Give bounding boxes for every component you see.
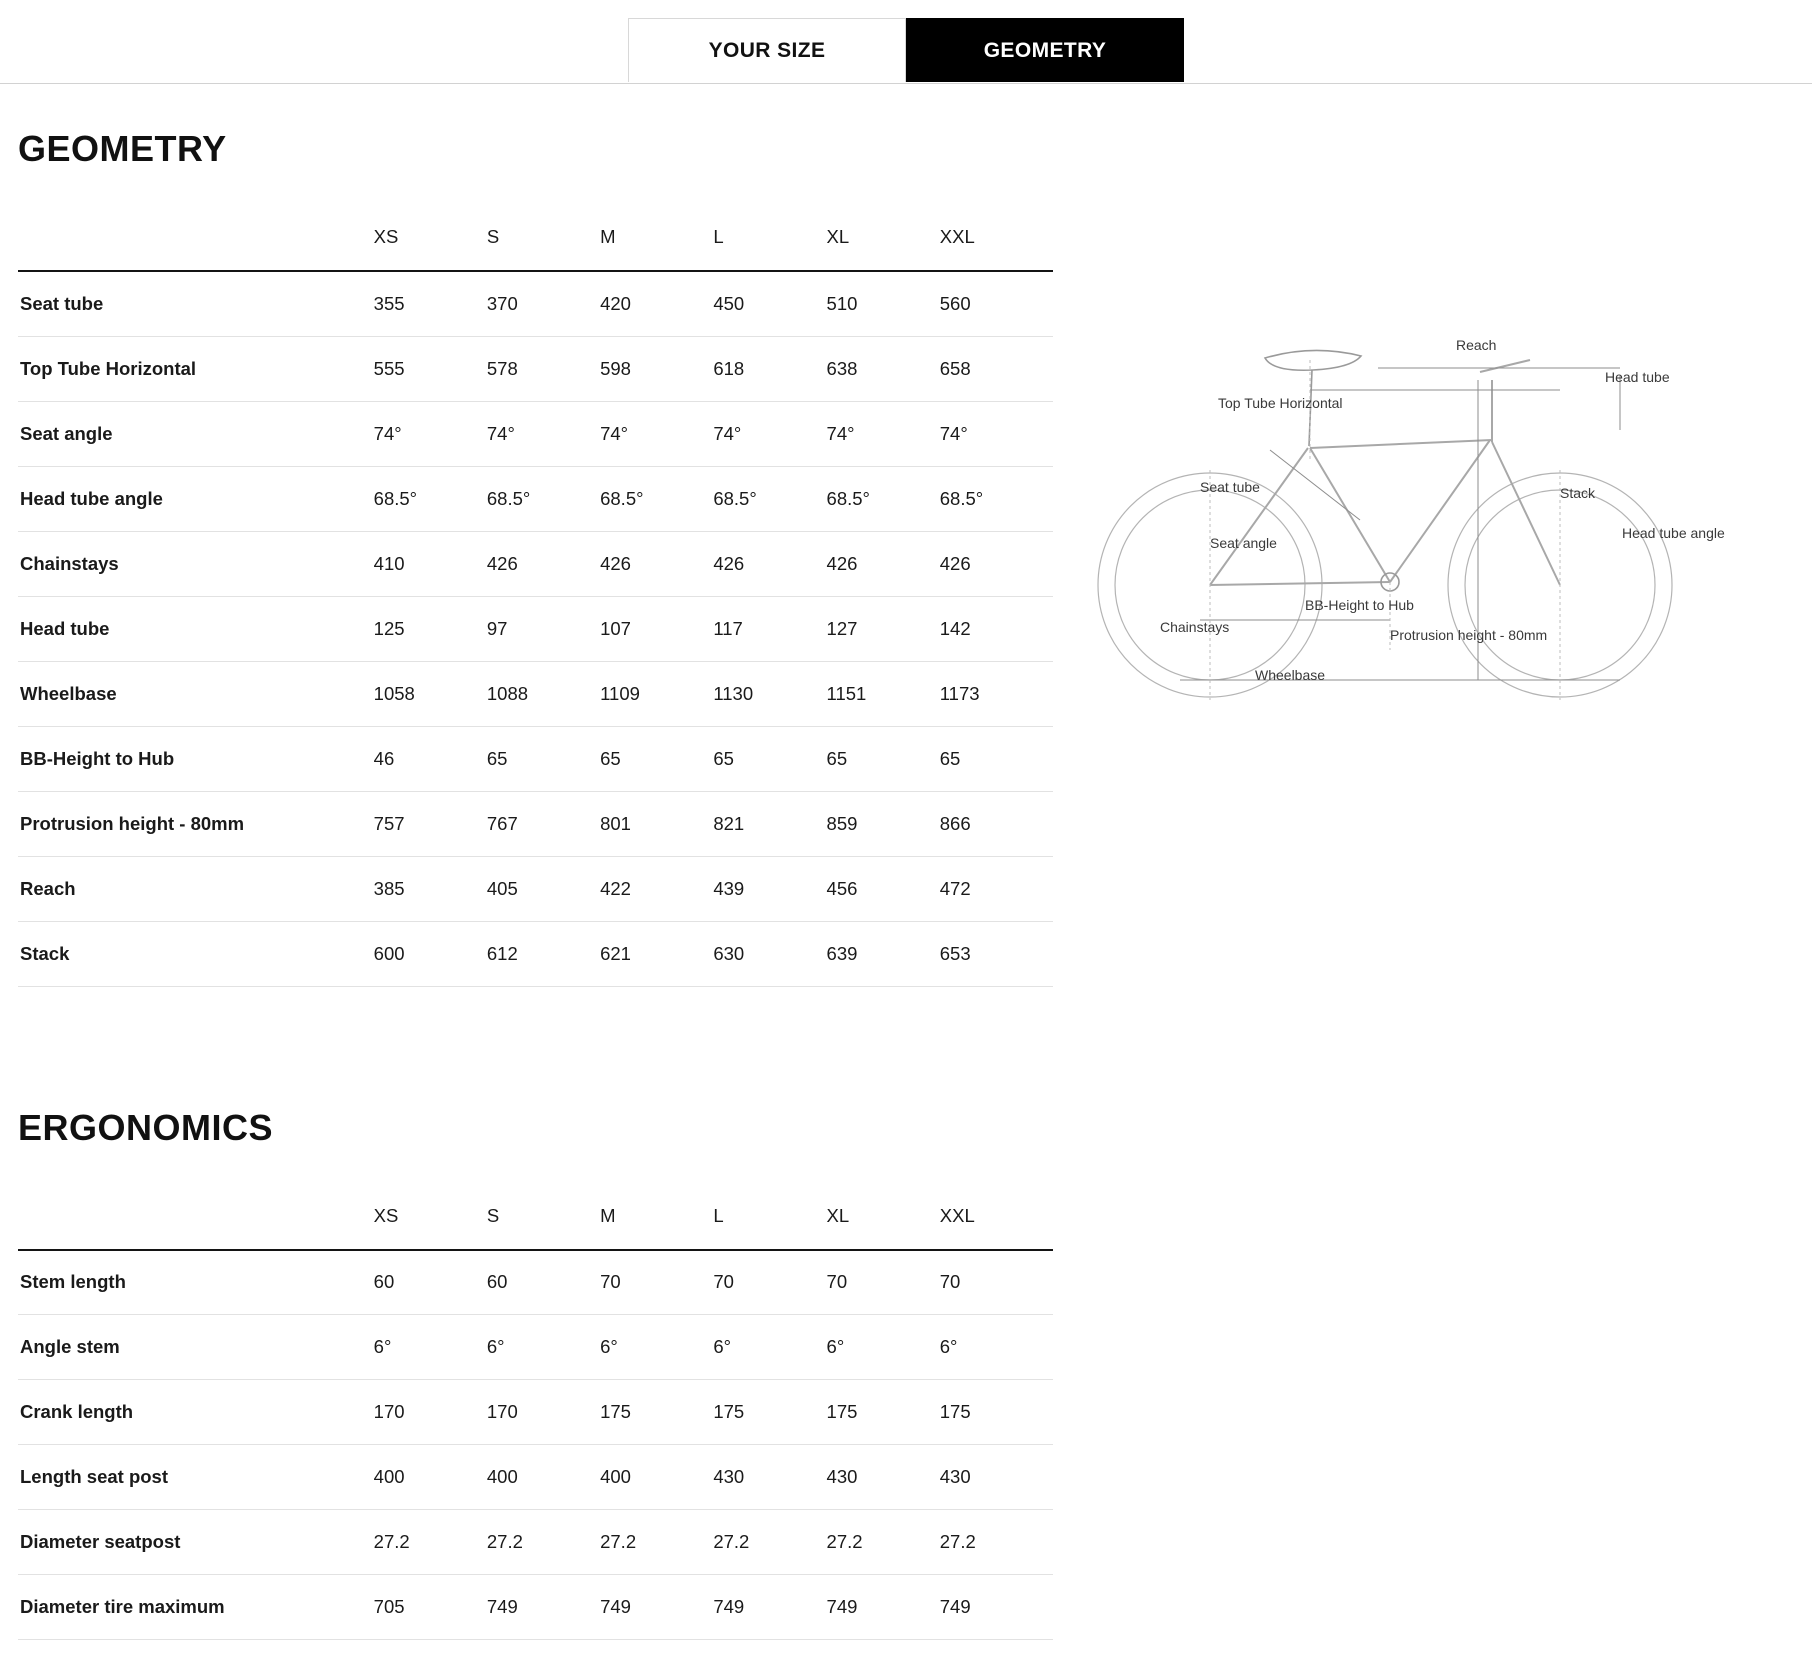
cell: 578: [487, 336, 600, 401]
cell: 1173: [940, 661, 1053, 726]
cell: 767: [487, 791, 600, 856]
table-row: [18, 856, 1053, 921]
ergonomics-section-title: ERGONOMICS: [18, 1106, 274, 1148]
table-row: [18, 1315, 1053, 1380]
cell: 70: [827, 1250, 940, 1315]
geometry-col-header-xl: XL: [827, 226, 940, 271]
geometry-table-wrap: [0, 170, 1050, 987]
table-row: [18, 401, 1053, 466]
cell: 60: [487, 1250, 600, 1315]
geometry-col-header-0: [18, 226, 374, 271]
row-label: Seat angle: [18, 401, 374, 466]
cell: 430: [713, 1445, 826, 1510]
table-row: [18, 661, 1053, 726]
cell: 430: [940, 1445, 1053, 1510]
table-row: [18, 466, 1053, 531]
cell: 27.2: [713, 1510, 826, 1575]
ergonomics-col-header-m: M: [600, 1205, 713, 1250]
cell: 598: [600, 336, 713, 401]
cell: 749: [827, 1575, 940, 1640]
cell: 74°: [374, 401, 487, 466]
cell: 74°: [600, 401, 713, 466]
ergonomics-col-header-0: [18, 1205, 374, 1250]
cell: 68.5°: [374, 466, 487, 531]
cell: 46: [374, 726, 487, 791]
tab-list: [628, 18, 1184, 82]
table-row: [18, 791, 1053, 856]
cell: 68.5°: [487, 466, 600, 531]
bike-geometry-diagram: [1050, 170, 1812, 745]
cell: 355: [374, 271, 487, 336]
geometry-col-header-xs: XS: [374, 226, 487, 271]
table-row: [18, 921, 1053, 986]
cell: 27.2: [487, 1510, 600, 1575]
geometry-col-header-l: L: [713, 226, 826, 271]
tab-geometry-label: GEOMETRY: [983, 38, 1107, 62]
cell: 70: [713, 1250, 826, 1315]
cell: 600: [374, 921, 487, 986]
cell: 420: [600, 271, 713, 336]
row-label: Reach: [18, 856, 374, 921]
row-label: Protrusion height - 80mm: [18, 791, 374, 856]
bike-geometry-svg: [1060, 320, 1750, 740]
table-row: [18, 336, 1053, 401]
cell: 6°: [600, 1315, 713, 1380]
cell: 472: [940, 856, 1053, 921]
cell: 426: [600, 531, 713, 596]
cell: 749: [713, 1575, 826, 1640]
table-row: [18, 271, 1053, 336]
cell: 749: [600, 1575, 713, 1640]
row-label: Top Tube Horizontal: [18, 336, 374, 401]
cell: 560: [940, 271, 1053, 336]
bottom-spacer: [0, 1640, 1812, 1680]
cell: 866: [940, 791, 1053, 856]
table-row: [18, 1380, 1053, 1445]
ergonomics-col-header-xs: XS: [374, 1205, 487, 1250]
cell: 175: [713, 1380, 826, 1445]
row-label: Length seat post: [18, 1445, 374, 1510]
row-label: Head tube: [18, 596, 374, 661]
ergonomics-col-header-l: L: [713, 1205, 826, 1250]
diagram-label-chainstays: Chainstays: [1160, 619, 1230, 635]
diagram-label-bb-height-to-hub: BB-Height to Hub: [1305, 597, 1414, 613]
cell: 638: [827, 336, 940, 401]
cell: 27.2: [600, 1510, 713, 1575]
cell: 97: [487, 596, 600, 661]
cell: 757: [374, 791, 487, 856]
cell: 107: [600, 596, 713, 661]
cell: 1088: [487, 661, 600, 726]
diagram-label-seat-angle: Seat angle: [1210, 535, 1277, 551]
cell: 68.5°: [940, 466, 1053, 531]
cell: 400: [487, 1445, 600, 1510]
cell: 400: [600, 1445, 713, 1510]
diagram-label-protrusion-height: Protrusion height - 80mm: [1390, 627, 1548, 643]
cell: 74°: [487, 401, 600, 466]
cell: 60: [374, 1250, 487, 1315]
cell: 65: [827, 726, 940, 791]
geometry-col-header-s: S: [487, 226, 600, 271]
cell: 410: [374, 531, 487, 596]
table-row: [18, 726, 1053, 791]
diagram-label-head-tube-angle: Head tube angle: [1622, 525, 1725, 541]
cell: 27.2: [374, 1510, 487, 1575]
cell: 653: [940, 921, 1053, 986]
cell: 1058: [374, 661, 487, 726]
cell: 749: [940, 1575, 1053, 1640]
geometry-col-header-xxl: XXL: [940, 226, 1053, 271]
cell: 175: [940, 1380, 1053, 1445]
cell: 510: [827, 271, 940, 336]
row-label: Crank length: [18, 1380, 374, 1445]
cell: 74°: [713, 401, 826, 466]
cell: 385: [374, 856, 487, 921]
cell: 705: [374, 1575, 487, 1640]
cell: 6°: [713, 1315, 826, 1380]
diagram-label-wheelbase: Wheelbase: [1255, 667, 1326, 683]
tab-your-size[interactable]: [628, 18, 906, 82]
table-row: [18, 1575, 1053, 1640]
cell: 68.5°: [713, 466, 826, 531]
cell: 125: [374, 596, 487, 661]
row-label: BB-Height to Hub: [18, 726, 374, 791]
ergonomics-table-header-row: [18, 1205, 1053, 1250]
geometry-table: [18, 226, 1053, 987]
cell: 175: [827, 1380, 940, 1445]
cell: 6°: [374, 1315, 487, 1380]
cell: 612: [487, 921, 600, 986]
table-row: [18, 596, 1053, 661]
row-label: Chainstays: [18, 531, 374, 596]
cell: 27.2: [940, 1510, 1053, 1575]
row-label: Diameter seatpost: [18, 1510, 374, 1575]
cell: 370: [487, 271, 600, 336]
geometry-section: [0, 84, 1812, 987]
diagram-label-top-tube-horizontal: Top Tube Horizontal: [1218, 395, 1343, 411]
cell: 439: [713, 856, 826, 921]
cell: 450: [713, 271, 826, 336]
cell: 426: [713, 531, 826, 596]
diagram-label-head-tube: Head tube: [1605, 369, 1670, 385]
ergonomics-col-header-s: S: [487, 1205, 600, 1250]
table-row: [18, 1250, 1053, 1315]
cell: 170: [487, 1380, 600, 1445]
geometry-section-title: GEOMETRY: [18, 128, 227, 169]
tab-your-size-label: YOUR SIZE: [708, 38, 826, 62]
cell: 1130: [713, 661, 826, 726]
ergonomics-table: [18, 1205, 1053, 1641]
cell: 426: [487, 531, 600, 596]
cell: 68.5°: [827, 466, 940, 531]
cell: 456: [827, 856, 940, 921]
row-label: Stack: [18, 921, 374, 986]
table-row: [18, 1445, 1053, 1510]
cell: 65: [713, 726, 826, 791]
cell: 555: [374, 336, 487, 401]
cell: 618: [713, 336, 826, 401]
cell: 70: [600, 1250, 713, 1315]
row-label: Seat tube: [18, 271, 374, 336]
cell: 127: [827, 596, 940, 661]
table-row: [18, 531, 1053, 596]
row-label: Wheelbase: [18, 661, 374, 726]
cell: 859: [827, 791, 940, 856]
diagram-label-seat-tube: Seat tube: [1200, 479, 1260, 495]
cell: 430: [827, 1445, 940, 1510]
cell: 65: [487, 726, 600, 791]
cell: 170: [374, 1380, 487, 1445]
cell: 426: [940, 531, 1053, 596]
geometry-col-header-m: M: [600, 226, 713, 271]
geometry-table-header-row: [18, 226, 1053, 271]
cell: 117: [713, 596, 826, 661]
cell: 68.5°: [600, 466, 713, 531]
ergonomics-section: [0, 987, 1812, 1641]
table-row: [18, 1510, 1053, 1575]
cell: 175: [600, 1380, 713, 1445]
cell: 630: [713, 921, 826, 986]
row-label: Diameter tire maximum: [18, 1575, 374, 1640]
cell: 6°: [940, 1315, 1053, 1380]
diagram-label-reach: Reach: [1456, 337, 1497, 353]
cell: 6°: [487, 1315, 600, 1380]
cell: 821: [713, 791, 826, 856]
cell: 749: [487, 1575, 600, 1640]
cell: 74°: [940, 401, 1053, 466]
cell: 1109: [600, 661, 713, 726]
cell: 658: [940, 336, 1053, 401]
tab-bar: [0, 0, 1812, 84]
ergonomics-col-header-xxl: XXL: [940, 1205, 1053, 1250]
cell: 639: [827, 921, 940, 986]
row-label: Angle stem: [18, 1315, 374, 1380]
cell: 405: [487, 856, 600, 921]
cell: 27.2: [827, 1510, 940, 1575]
cell: 422: [600, 856, 713, 921]
ergonomics-col-header-xl: XL: [827, 1205, 940, 1250]
cell: 142: [940, 596, 1053, 661]
cell: 6°: [827, 1315, 940, 1380]
row-label: Head tube angle: [18, 466, 374, 531]
cell: 74°: [827, 401, 940, 466]
cell: 801: [600, 791, 713, 856]
row-label: Stem length: [18, 1250, 374, 1315]
cell: 621: [600, 921, 713, 986]
cell: 1151: [827, 661, 940, 726]
cell: 426: [827, 531, 940, 596]
cell: 65: [600, 726, 713, 791]
cell: 70: [940, 1250, 1053, 1315]
diagram-label-stack: Stack: [1560, 485, 1596, 501]
cell: 400: [374, 1445, 487, 1510]
cell: 65: [940, 726, 1053, 791]
tab-geometry[interactable]: [906, 18, 1184, 82]
